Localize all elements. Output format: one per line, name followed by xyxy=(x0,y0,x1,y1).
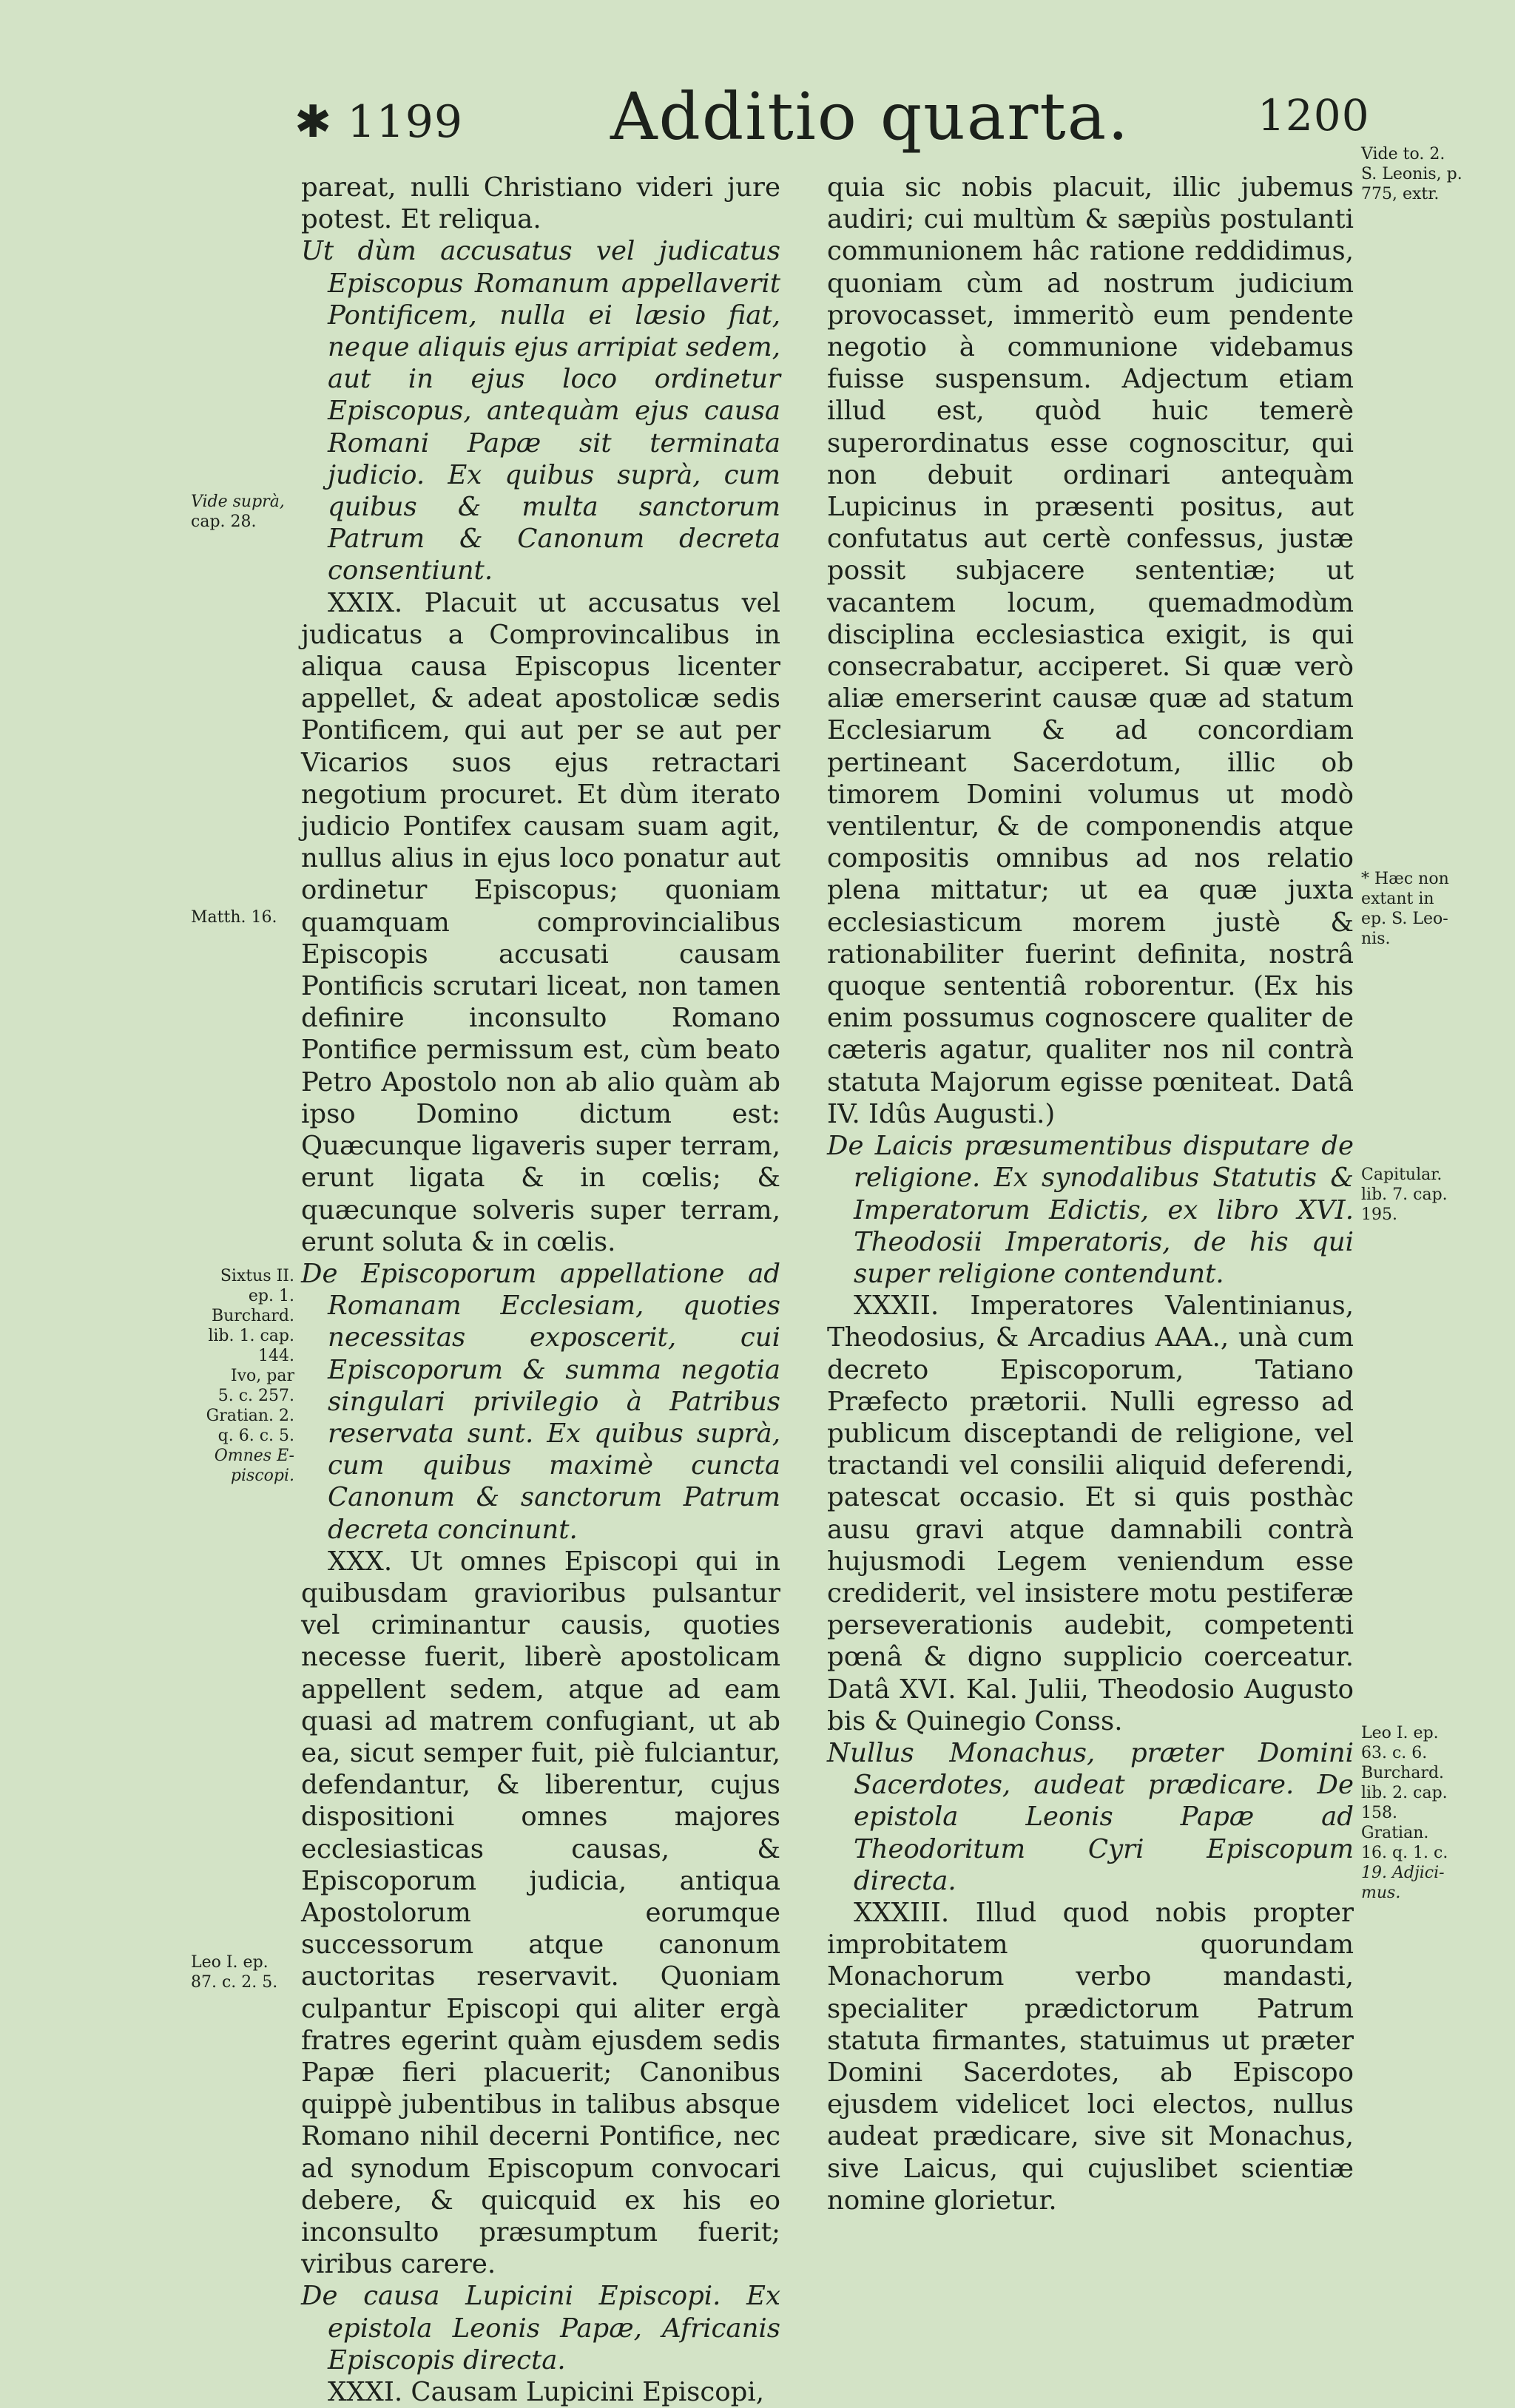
margin-note-line: Capitular. xyxy=(1361,1166,1443,1184)
margin-note-line: Leo I. ep. xyxy=(1361,1724,1439,1742)
margin-note-line: Leo I. ep. xyxy=(191,1953,269,1972)
margin-note xyxy=(191,907,294,927)
margin-note-line: Burchard. xyxy=(1361,1764,1445,1782)
margin-note-line: 19. Adjici- xyxy=(1361,1864,1445,1882)
margin-note-line: S. Leonis, p. xyxy=(1361,165,1462,183)
rubric: De causa Lupicini Episcopi. Ex epistola Leonis Papæ, Africanis Episcopis directa. xyxy=(301,2281,780,2375)
margin-note xyxy=(191,1266,294,1486)
rubric: De Episcoporum appellatione ad Romanam Ecclesiam, quoties necessitas exposcerit, cui Episcoporum & summa negotia singulari privilegio à Patribus reservata sunt. Ex quibus suprà, cum quibus maximè cuncta Canonum & sanctorum Patrum decreta concinunt. xyxy=(301,1258,780,1545)
page-number-left: ✱ 1199 xyxy=(294,96,464,148)
margin-note xyxy=(191,1952,294,1992)
margin-note-line: Matth. 16. xyxy=(191,908,277,927)
margin-note-line: 158. xyxy=(1361,1804,1397,1822)
margin-note-line: 87. c. 2. 5. xyxy=(191,1973,278,1992)
margin-note xyxy=(1361,869,1479,949)
page-number-right: 1200 xyxy=(1258,90,1370,141)
right-column xyxy=(827,172,1354,2216)
margin-note-line: Gratian. 2. xyxy=(206,1407,294,1425)
paragraph: XXXI. Causam Lupicini Episcopi, xyxy=(328,2377,765,2408)
margin-note-line: 195. xyxy=(1361,1205,1397,1224)
running-title: Additio quarta. xyxy=(610,78,1130,155)
margin-note-line: lib. 7. cap. xyxy=(1361,1186,1448,1204)
paragraph: XXX. Ut omnes Episcopi qui in quibusdam gravioribus pulsantur vel criminantur causis, quoties necesse fuerit, liberè apostolicam appellent sedem, atque ad eam quasi ad matrem confugiant, ut ab ea, sicut semper fuit, piè fulciantur, defendantur, & liberentur, cujus dispositioni omnes majores ecclesiasticas causas, & Episcoporum judicia, antiqua Apostolorum eorumque successorum atque canonum auctoritas reservavit. Quoniam culpantur Episcopi qui aliter ergà fratres egerint quàm ejusdem sedis Papæ fieri placuerit; Canonibus quippè jubentibus in talibus absque Romano nihil decerni Pontifice, nec ad synodum Episcopum convocari debere, & quicquid ex his eo inconsulto præsumptum fuerit; viribus carere. xyxy=(301,1546,780,2280)
margin-note-line: cap. 28. xyxy=(191,513,257,531)
margin-note-line: Gratian. xyxy=(1361,1824,1429,1842)
margin-note-line: Vide to. 2. xyxy=(1361,145,1445,163)
margin-note xyxy=(191,492,294,532)
rubric: De Laicis præsumentibus disputare de religione. Ex synodalibus Statutis & Imperatorum Edictis, ex libro XVI. Theodosii Imperatoris, de his qui super religione contendunt. xyxy=(827,1131,1354,1289)
margin-note-line: piscopi. xyxy=(230,1467,294,1485)
margin-note-line: lib. 1. cap. xyxy=(208,1327,294,1345)
margin-note-line: Omnes E- xyxy=(214,1447,294,1465)
margin-note xyxy=(1361,144,1479,204)
paragraph: XXXII. Imperatores Valentinianus, Theodosius, & Arcadius AAA., unà cum decreto Episcoporum, Tatiano Præfecto prætorii. Nulli egresso ad publicum disceptandi de religione, vel tractandi vel consilii aliquid deferendi, patescat occasio. Et si quis posthàc ausu gravi atque damnabili contrà hujusmodi Legem veniendum esse crediderit, vel insistere motu pestiferæ perseverationis audebit, competenti pœnâ & digno supplicio coerceatur. Datâ XVI. Kal. Julii, Theodosio Augusto bis & Quinegio Conss. xyxy=(827,1291,1354,1736)
margin-note xyxy=(1361,1165,1479,1225)
paragraph: XXIX. Placuit ut accusatus vel judicatus a Comprovincalibus in aliqua causa Episcopus licenter appellet, & adeat apostolicæ sedis Pontificem, qui aut per se aut per Vicarios suos ejus retractari negotium procuret. Et dùm iterato judicio Pontifex causam suam agit, nullus alius in ejus loco ponatur aut ordinetur Episcopus; quoniam quamquam comprovincialibus Episcopis accusati causam Pontificis scrutari liceat, non tamen definire inconsulto Romano Pontifice permissum est, cùm beato Petro Apostolo non ab alio quàm ab ipso Domino dictum est: Quæcunque ligaveris super terram, erunt ligata & in cœlis; & quæcunque solveris super terram, erunt soluta & in cœlis. xyxy=(301,587,780,1257)
margin-note-line: q. 6. c. 5. xyxy=(217,1427,294,1445)
margin-note-line: 63. c. 6. xyxy=(1361,1744,1428,1762)
margin-note-line: 5. c. 257. xyxy=(217,1387,294,1405)
margin-note-line: ep. S. Leo- xyxy=(1361,910,1448,928)
paragraph: quia sic nobis placuit, illic jubemus audiri; cui multùm & sæpiùs postulanti communionem hâc ratione reddidimus, quoniam cùm ad nostrum judicium provocasset, immeritò eum pendente negotio à communione videbamus fuisse suspensum. Adjectum etiam illud est, quòd huic temerè superordinatus esse cognoscitur, qui non debuit ordinari antequàm Lupicinus in præsenti positus, aut confutatus aut certè confessus, justæ possit subjacere sententiæ; ut vacantem locum, quemadmodùm disciplina ecclesiastica exigit, is qui consecrabatur, acciperet. Si quæ verò aliæ emerserint causæ quæ ad statum Ecclesiarum & ad concordiam pertineant Sacerdotum, illic ob timorem Domini volumus ut modò ventilentur, & de componendis atque compositis omnibus ad nos relatio plena mittatur; ut ea quæ juxta ecclesiasticum morem justè & rationabiliter fuerint definita, nostrâ quoque sententiâ roborentur. (Ex his enim possumus cognoscere qualiter de cæteris agatur, qualiter nos nil contrà statuta Majorum egisse pœniteat. Datâ IV. Idûs Augusti.) xyxy=(827,172,1354,1129)
margin-note-line: extant in xyxy=(1361,890,1434,908)
rubric: Nullus Monachus, præter Domini Sacerdotes, audeat prædicare. De epistola Leonis Papæ ad Theodoritum Cyri Episcopum directa. xyxy=(827,1737,1354,1896)
margin-note-line: Ivo, par xyxy=(230,1367,294,1385)
paragraph: pareat, nulli Christiano videri jure potest. Et reliqua. xyxy=(301,172,780,235)
left-column xyxy=(301,172,780,2408)
rubric: Ut dùm accusatus vel judicatus Episcopus Romanum appellaverit Pontificem, nulla ei læsio fiat, neque aliquis ejus arripiat sedem, aut in ejus loco ordinetur Episcopus, antequàm ejus causa Romani Papæ sit terminata judicio. Ex quibus suprà, cum quibus & multa sanctorum Patrum & Canonum decreta consentiunt. xyxy=(301,236,780,586)
margin-note-line: lib. 2. cap. xyxy=(1361,1784,1448,1802)
margin-note-line: mus. xyxy=(1361,1884,1401,1902)
margin-note-line: 144. xyxy=(258,1347,294,1365)
margin-note-line: * Hæc non xyxy=(1361,870,1449,888)
margin-note-line: 16. q. 1. c. xyxy=(1361,1844,1448,1862)
page-header xyxy=(0,74,1515,155)
paragraph: XXXIII. Illud quod nobis propter improbitatem quorundam Monachorum verbo mandasti, specialiter prædictorum Patrum statuta firmantes, statuimus ut præter Domini Sacerdotes, ab Episcopo ejusdem videlicet loci electos, nullus audeat prædicare, sive sit Monachus, sive Laicus, qui cujuslibet scientiæ nomine glorietur. xyxy=(827,1897,1354,2216)
margin-note-line: Sixtus II. xyxy=(220,1267,294,1285)
margin-note xyxy=(1361,1723,1479,1903)
margin-note-line: Vide suprà, xyxy=(191,493,285,511)
margin-note-line: nis. xyxy=(1361,930,1391,948)
margin-note-line: 775, extr. xyxy=(1361,185,1440,203)
margin-note-line: ep. 1. xyxy=(248,1287,294,1305)
margin-note-line: Burchard. xyxy=(211,1307,294,1325)
